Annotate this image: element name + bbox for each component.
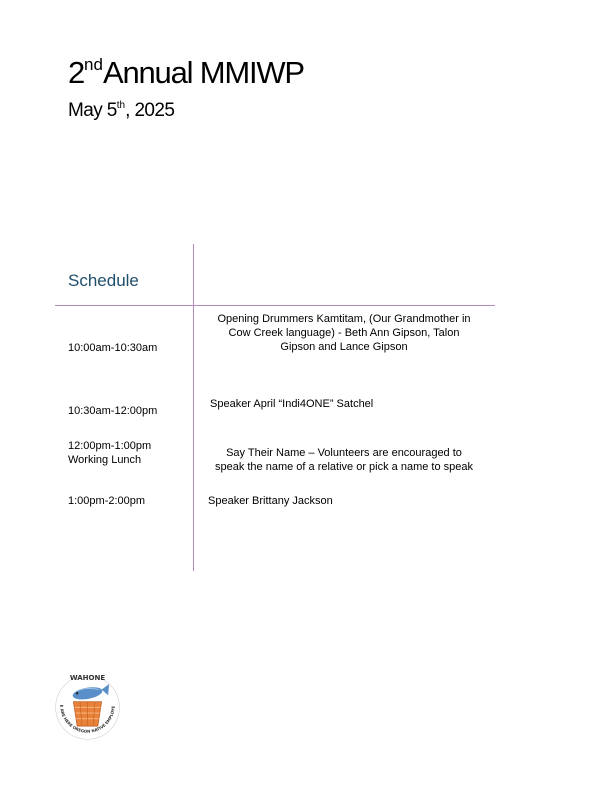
schedule-description: Opening Drummers Kamtitam, (Our Grandmother in Cow Creek language) - Beth Ann Gipson, Talon Gipson and Lance Gipson bbox=[217, 313, 471, 353]
schedule-description: Say Their Name – Volunteers are encouraged to speak the name of a relative or pick a name to speak bbox=[214, 447, 474, 473]
schedule-time: 1:00pm-2:00pm bbox=[68, 495, 146, 507]
schedule-description: Speaker April “Indi4ONE” Satchel bbox=[210, 398, 374, 410]
table-horizontal-rule bbox=[55, 305, 495, 306]
table-vertical-rule bbox=[193, 244, 194, 571]
schedule-time: 10:30am-12:00pm bbox=[68, 405, 158, 417]
schedule-time: 12:00pm-1:00pm bbox=[68, 440, 152, 452]
basket-icon bbox=[73, 702, 101, 726]
page-title: 2ndAnnual MMIWP bbox=[68, 55, 304, 90]
schedule-heading: Schedule bbox=[68, 271, 139, 290]
logo-top-text: WAHONE bbox=[69, 673, 106, 683]
schedule-description: Speaker Brittany Jackson bbox=[208, 495, 333, 507]
wahone-logo bbox=[50, 668, 125, 743]
event-date: May 5th, 2025 bbox=[68, 100, 175, 121]
fish-icon bbox=[72, 684, 109, 702]
schedule-time-note: Working Lunch bbox=[68, 454, 142, 466]
schedule-time: 10:00am-10:30am bbox=[68, 342, 158, 354]
logo-ring-text: E ARE HERE OREGON NATIVE EMPLOYE bbox=[59, 704, 116, 734]
